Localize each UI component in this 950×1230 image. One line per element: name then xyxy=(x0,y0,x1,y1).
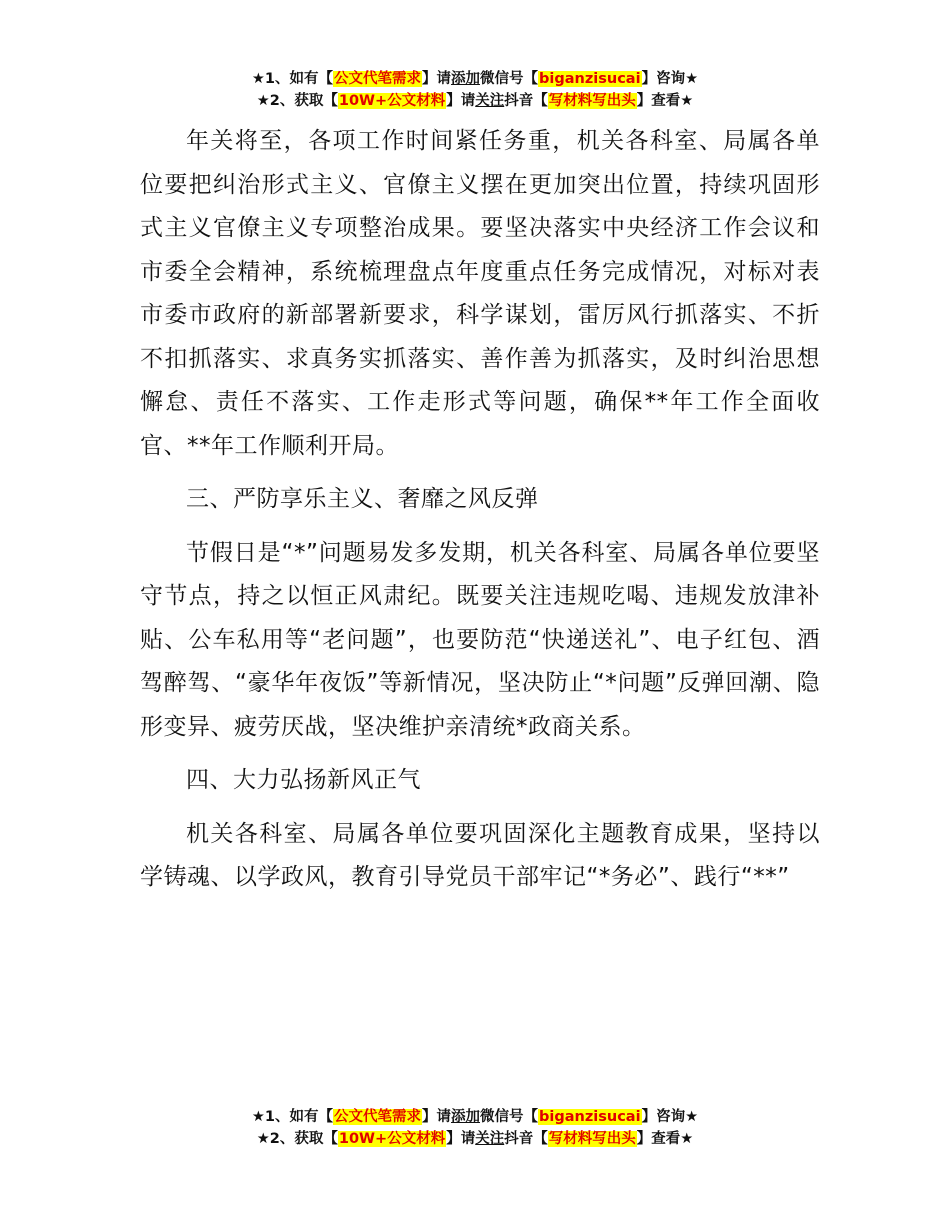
header-banner xyxy=(0,68,950,112)
banner-text: 】咨询★ xyxy=(641,71,699,87)
banner-underlined-text: 添加 xyxy=(451,71,481,87)
banner-text: 】查看★ xyxy=(636,93,694,109)
document-body xyxy=(140,120,820,900)
banner-text: 微信号【 xyxy=(480,71,539,87)
banner-line-1 xyxy=(0,1106,950,1128)
highlight-materials: 10W+公文材料 xyxy=(338,1131,446,1147)
banner-text: ★2、获取【 xyxy=(256,93,338,109)
banner-text: 】请 xyxy=(422,1109,452,1125)
highlight-douyin-account: 写材料写出头 xyxy=(548,1131,636,1147)
highlight-ghostwriting: 公文代笔需求 xyxy=(334,71,422,87)
banner-line-2 xyxy=(0,1128,950,1150)
banner-text: 抖音【 xyxy=(504,93,548,109)
section-heading-3: 三、严防享乐主义、奢靡之风反弹 xyxy=(186,486,539,512)
paragraph-year-end-work: 年关将至，各项工作时间紧任务重，机关各科室、局属各单位要把纠治形式主义、官僚主义摆在更加突出位置，持续巩固形式主义官僚主义专项整治成果。要坚决落实中央经济工作会议和市委全会精神，系统梳理盘点年度重点任务完成情况，对标对表市委市政府的新部署新要求，科学谋划，雷厉风行抓落实、不折不扣抓落实、求真务实抓落实、善作善为抓落实，及时纠治思想懈怠、责任不落实、工作走形式等问题，确保**年工作全面收官、**年工作顺利开局。 xyxy=(140,128,820,459)
banner-text: ★1、如有【 xyxy=(251,71,334,87)
banner-text: 】请 xyxy=(446,93,476,109)
banner-underlined-text: 添加 xyxy=(451,1109,481,1125)
banner-text: 】查看★ xyxy=(636,1131,694,1147)
banner-underlined-text: 关注 xyxy=(475,1131,505,1147)
banner-underlined-text: 关注 xyxy=(475,93,505,109)
highlight-ghostwriting: 公文代笔需求 xyxy=(334,1109,422,1125)
paragraph-new-ethos: 机关各科室、局属各单位要巩固深化主题教育成果，坚持以学铸魂、以学政风，教育引导党员干部牢记“*务必”、践行“**” xyxy=(140,820,820,890)
banner-text: ★1、如有【 xyxy=(251,1109,334,1125)
banner-text: 】请 xyxy=(422,71,452,87)
banner-line-1 xyxy=(0,68,950,90)
section-heading-4: 四、大力弘扬新风正气 xyxy=(186,767,421,793)
highlight-douyin-account: 写材料写出头 xyxy=(548,93,636,109)
highlight-wechat-id: biganzisucai xyxy=(539,1109,641,1125)
banner-text: 抖音【 xyxy=(504,1131,548,1147)
paragraph-holiday-discipline: 节假日是“*”问题易发多发期，机关各科室、局属各单位要坚守节点，持之以恒正风肃纪。既要关注违规吃喝、违规发放津补贴、公车私用等“老问题”，也要防范“快递送礼”、电子红包、酒驾醉驾、“豪华年夜饭”等新情况，坚决防止“*问题”反弹回潮、隐形变异、疲劳厌战，坚决维护亲清统*政商关系。 xyxy=(140,539,820,740)
banner-text: ★2、获取【 xyxy=(256,1131,338,1147)
highlight-materials: 10W+公文材料 xyxy=(338,93,446,109)
footer-banner xyxy=(0,1106,950,1150)
banner-line-2 xyxy=(0,90,950,112)
banner-text: 】请 xyxy=(446,1131,476,1147)
banner-text: 】咨询★ xyxy=(641,1109,699,1125)
highlight-wechat-id: biganzisucai xyxy=(539,71,641,87)
banner-text: 微信号【 xyxy=(480,1109,539,1125)
